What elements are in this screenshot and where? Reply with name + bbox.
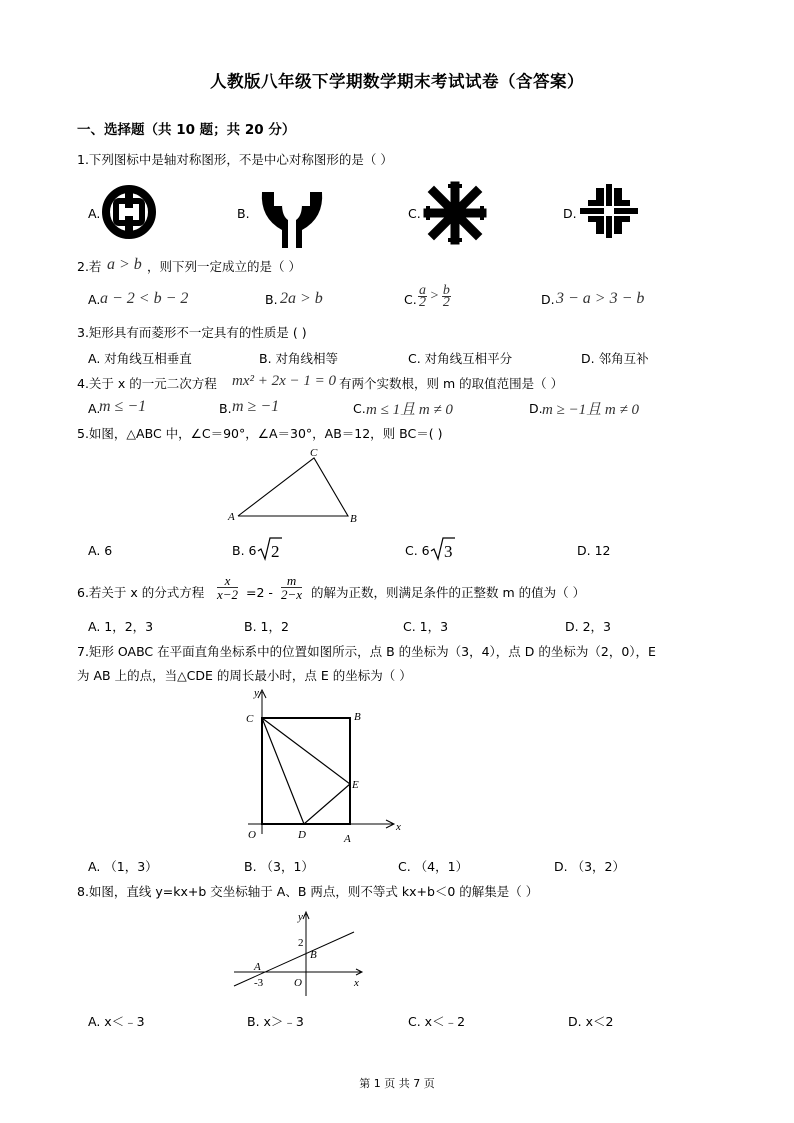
q8-label-o: O [294, 977, 302, 989]
q2-option-c-math: $\frac{a}{2}$ > $\frac{b}{2}$ [419, 283, 450, 310]
q1-option-c-label: C. [408, 206, 421, 221]
q7-option-c: C. （4，1） [398, 859, 469, 874]
q7-label-y: y [254, 687, 259, 699]
q7-label-c: C [246, 713, 254, 725]
q2-option-b-label: B. [265, 292, 278, 307]
q4-option-d-math: m ≥ −1且 m ≠ 0 [542, 402, 640, 418]
q6-option-a: A. 1，2，3 [88, 619, 154, 634]
q7-label-x: x [396, 821, 401, 833]
page-footer: 第 1 页 共 7 页 [359, 1077, 435, 1090]
q4-option-c-label: C. [353, 401, 366, 416]
q7-label-a: A [344, 833, 351, 845]
q3-option-b: B. 对角线相等 [259, 351, 339, 366]
q4-equation: mx² + 2x − 1 = 0 [232, 373, 337, 389]
q4-option-c-math: m ≤ 1且 m ≠ 0 [366, 402, 453, 418]
q6-fraction-2: $\frac{m}{2-x}$ [281, 573, 303, 602]
q4-stem-prefix: 4.关于 x 的一元二次方程 [77, 376, 217, 391]
sqrt-sign-icon [258, 537, 282, 561]
y-shaped-logo-icon [258, 190, 326, 248]
q2-stem-suffix: ，则下列一定成立的是（ ） [147, 259, 301, 274]
q7-stem-line2: 为 AB 上的点，当△CDE 的周长最小时，点 E 的坐标为（ ） [77, 668, 412, 683]
q4-option-a-label: A. [88, 401, 101, 416]
q8-option-b: B. x＞﹣3 [247, 1014, 304, 1029]
q8-option-a: A. x＜﹣3 [88, 1014, 145, 1029]
q5-option-b: B. 6 [232, 543, 257, 558]
page-title: 人教版八年级下学期数学期末考试试卷（含答案） [210, 72, 584, 91]
q8-option-c: C. x＜﹣2 [408, 1014, 466, 1029]
q1-stem: 1.下列图标中是轴对称图形，不是中心对称图形的是（ ） [77, 152, 393, 167]
q2-option-c-label: C. [404, 292, 417, 307]
q5-option-c-radicand: 3 [444, 542, 453, 561]
q2-option-a-label: A. [88, 292, 101, 307]
q5-label-c: C [310, 447, 318, 459]
q7-option-b: B. （3，1） [244, 859, 314, 874]
sqrt-sign-icon [431, 537, 455, 561]
q6-stem-suffix: 的解为正数，则满足条件的正整数 m 的值为（ ） [311, 585, 586, 600]
q7-label-e: E [352, 779, 359, 791]
q7-rectangle-figure [244, 684, 408, 848]
q4-stem-suffix: 有两个实数根，则 m 的取值范围是（ ） [339, 376, 564, 391]
q2-option-d-label: D. [541, 292, 555, 307]
q7-label-o: O [248, 829, 256, 841]
q5-option-a: A. 6 [88, 543, 113, 558]
q2-option-d-math: 3 − a > 3 − b [556, 290, 645, 307]
q6-option-d: D. 2，3 [565, 619, 611, 634]
section-heading: 一、选择题（共 10 题；共 20 分） [77, 122, 296, 138]
q6-stem-prefix: 6.若关于 x 的分式方程 [77, 585, 205, 600]
q8-label-minus3: -3 [254, 977, 264, 989]
q6-mid: =2 - [246, 585, 273, 600]
q6-option-c: C. 1，3 [403, 619, 449, 634]
q3-option-a: A. 对角线互相垂直 [88, 351, 192, 366]
q4-option-b-label: B. [219, 401, 232, 416]
q6-fraction-1: $\frac{x}{x-2}$ [217, 573, 239, 602]
q8-label-a: A [254, 961, 261, 973]
pinwheel-logo-icon [578, 182, 640, 240]
q7-label-d: D [298, 829, 306, 841]
q2-stem-prefix: 2.若 [77, 259, 102, 274]
q1-option-a-label: A. [88, 206, 101, 221]
q8-label-2: 2 [298, 937, 304, 949]
q2-option-b-math: 2a > b [280, 290, 323, 307]
q8-label-y: y [298, 911, 303, 923]
bank-of-china-logo-icon [99, 184, 159, 240]
q1-option-b-label: B. [237, 206, 250, 221]
q3-option-d: D. 邻角互补 [581, 351, 649, 366]
q8-stem: 8.如图，直线 y=kx+b 交坐标轴于 A、B 两点，则不等式 kx+b＜0 的解集是（ ） [77, 884, 539, 899]
q4-option-d-label: D. [529, 401, 543, 416]
q2-condition: a > b [107, 256, 142, 273]
q5-option-b-radicand: 2 [271, 542, 280, 561]
q8-label-x: x [354, 977, 359, 989]
q4-option-a-math: m ≤ −1 [99, 398, 147, 415]
q5-option-c: C. 6 [405, 543, 430, 558]
q5-option-d: D. 12 [577, 543, 611, 558]
q7-option-a: A. （1，3） [88, 859, 158, 874]
asterisk-snowflake-icon [426, 184, 484, 242]
q7-option-d: D. （3，2） [554, 859, 625, 874]
q8-option-d: D. x＜2 [568, 1014, 614, 1029]
q7-stem-line1: 7.矩形 OABC 在平面直角坐标系中的位置如图所示，点 B 的坐标为（3，4），点 D 的坐标为（2，0），E [77, 644, 656, 659]
q4-option-b-math: m ≥ −1 [232, 398, 280, 415]
q5-stem: 5.如图，△ABC 中，∠C＝90°，∠A＝30°，AB＝12，则 BC＝( ) [77, 426, 443, 441]
q1-option-d-label: D. [563, 206, 577, 221]
q5-label-a: A [228, 511, 235, 523]
q3-option-c: C. 对角线互相平分 [408, 351, 513, 366]
q5-label-b: B [350, 513, 357, 525]
q6-option-b: B. 1，2 [244, 619, 289, 634]
q5-triangle-figure [228, 446, 368, 526]
q8-label-b: B [310, 949, 317, 961]
q8-line-graph-figure [232, 908, 366, 998]
q2-option-a-math: a − 2 < b − 2 [100, 290, 189, 307]
q7-label-b: B [354, 711, 361, 723]
q3-stem: 3.矩形具有而菱形不一定具有的性质是 ( ) [77, 325, 307, 340]
